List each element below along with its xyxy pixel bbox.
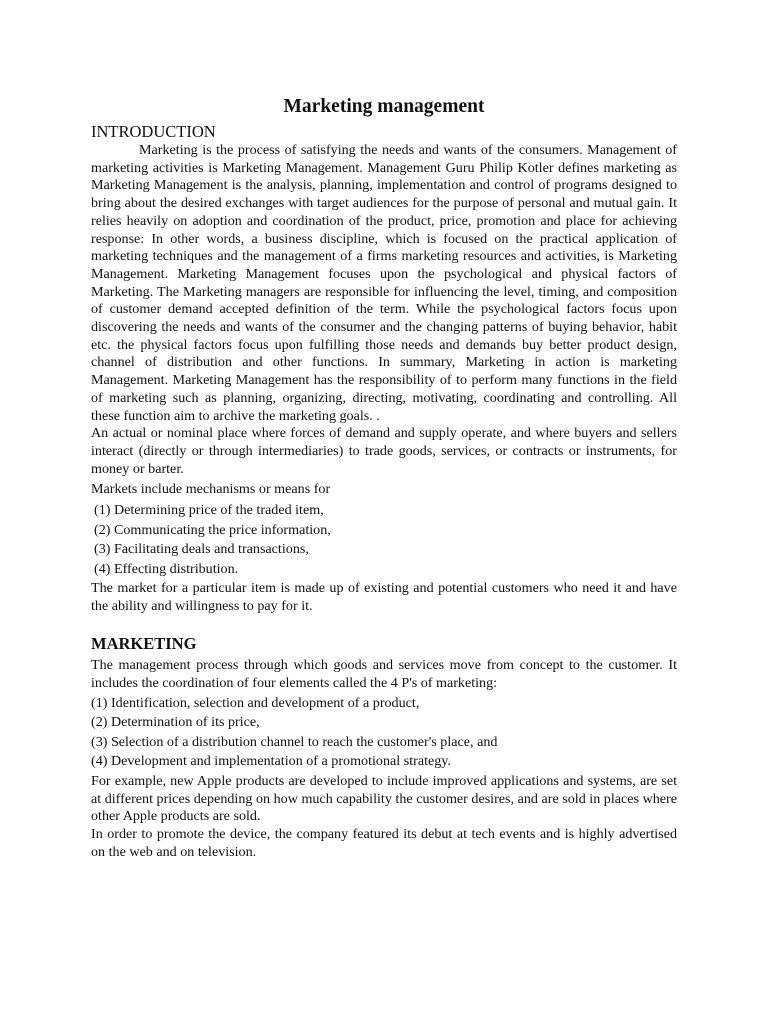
introduction-heading: INTRODUCTION [91, 122, 216, 141]
marketing-paragraph-1: The management process through which goods and services move from concept to the customer. It includes the coordination of four elements called the 4 P's of marketing: [91, 657, 677, 692]
introduction-paragraph-1: Marketing is the process of satisfying the needs and wants of the consumers. Management of marketing activities is Marketing Management. Management Guru Philip Kotler defines marketing as Marketing Management is the analysis, planning, implementation and control of programs designed to bring about the desired exchanges with target audiences for the purpose of personal and mutual gain. It relies heavily on adoption and coordination of the product, price, promotion and place for achieving response: In other words, a business discipline, which is focused on the practical application of marketing techniques and the management of a firms marketing resources and activities, is Marketing Management. Marketing Management focuses upon the psychological and physical factors of Marketing. The Marketing managers are responsible for influencing the level, timing, and composition of customer demand accepted definition of the term. While the psychological factors focus upon discovering the needs and wants of the consumer and the changing patterns of buying behavior, habit etc. the physical factors focus upon fulfilling those needs and demands buy better product design, channel of distribution and other functions. In summary, Marketing in action is marketing Management. Marketing Management has the responsibility of to perform many functions in the field of marketing such as planning, organizing, directing, motivating, coordinating and controlling. All these function aim to archive the marketing goals. . [91, 142, 677, 424]
marketing-paragraph-2: For example, new Apple products are developed to include improved applications and systems, are set at different prices depending on how much capability the customer desires, and are sold in places where other Apple products are sold. [91, 772, 677, 825]
list-item: (3) Selection of a distribution channel to reach the customer's place, and [91, 733, 498, 750]
introduction-paragraph-2: An actual or nominal place where forces of demand and supply operate, and where buyers and sellers interact (directly or through intermediaries) to trade goods, services, or contracts or instruments, for money or barter. [91, 425, 677, 477]
list-item: (1) Identification, selection and development of a product, [91, 694, 420, 711]
four-ps-list [91, 695, 677, 771]
introduction-paragraph-3: Markets include mechanisms or means for [91, 481, 331, 498]
list-item: (2) Communicating the price information, [94, 521, 331, 538]
list-item: (3) Facilitating deals and transactions, [94, 541, 309, 558]
marketing-heading: MARKETING [91, 634, 197, 654]
list-item: (4) Development and implementation of a promotional strategy. [91, 753, 451, 770]
list-item: (2) Determination of its price, [91, 714, 260, 731]
introduction-paragraph-4: The market for a particular item is made up of existing and potential customers who need it and have the ability and willingness to pay for it. [91, 580, 677, 614]
markets-means-list [91, 502, 677, 578]
list-item: (4) Effecting distribution. [94, 560, 239, 577]
document-title: Marketing management [283, 96, 485, 117]
list-item: (1) Determining price of the traded item, [94, 502, 324, 519]
marketing-paragraph-3: In order to promote the device, the company featured its debut at tech events and is highly advertised on the web and on television. [91, 825, 677, 860]
document-page [91, 95, 677, 861]
